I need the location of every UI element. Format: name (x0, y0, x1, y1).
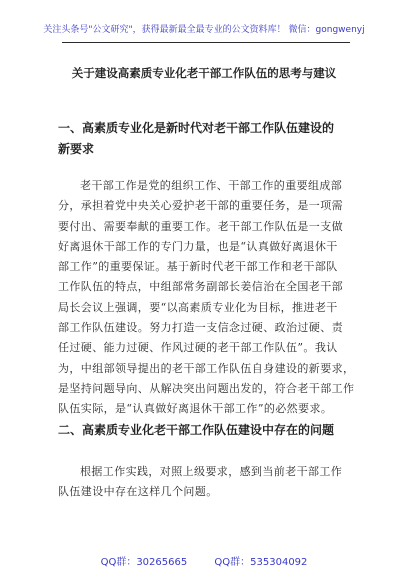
paragraph-line: 为，中组部领导提出的老干部工作队伍自身建设的新要求， (58, 361, 355, 375)
paragraph-line: 任过硬、能力过硬、作风过硬的老干部工作队伍”。我认 (58, 341, 338, 355)
section-1-heading (58, 118, 358, 160)
footer-qq-group-1: QQ群：30265665 (100, 557, 188, 568)
document-title: 关于建设高素质专业化老干部工作队伍的思考与建议 (71, 66, 337, 80)
paragraph-line: 要付出、需要奉献的重要工作。老干部工作队伍是一支做 (58, 219, 343, 233)
paragraph-line: 好离退休干部工作的专门力量，也是“认真做好离退休干 (58, 239, 338, 253)
paragraph-line: 队伍建设中存在这样几个问题。 (58, 485, 218, 499)
header-banner: 关注头条号"公文研究"，获得最新最全最专业的公文资料库！ 微信：gongwenyj (43, 25, 365, 35)
heading-line: 一、高素质专业化是新时代对老干部工作队伍建设的 (58, 121, 335, 135)
paragraph-line: 部工作队伍建设。努力打造一支信念过硬、政治过硬、责 (58, 321, 343, 335)
section-2-paragraph (58, 462, 358, 503)
paragraph-line: 局长会议上强调，要“以高素质专业化为目标，推进老干 (58, 300, 338, 314)
paragraph-line: 老干部工作是党的组织工作、干部工作的重要组成部 (80, 179, 343, 192)
footer-contact (0, 553, 408, 568)
paragraph-line: 部工作”的重要保证。基于新时代老干部工作和老干部队 (58, 260, 338, 274)
paragraph-line: 根据工作实践，对照上级要求，感到当前老干部工作 (80, 465, 343, 478)
heading-line: 新要求 (58, 142, 95, 156)
paragraph-line: 是坚持问题导向、从解决突出问题出发的，符合老干部工作 (58, 381, 355, 395)
paragraph-line: 队伍实际，是“认真做好离退休干部工作”的必然要求。 (58, 402, 333, 416)
paragraph-line: 工作队伍的特点，中组部常务副部长姜信治在全国老干部 (58, 280, 343, 294)
section-2-heading: 二、高素质专业化老干部工作队伍建设中存在的问题 (58, 423, 335, 437)
paragraph-line: 分，承担着党中央关心爱护老干部的重要任务，是一项需 (58, 199, 343, 213)
header-divider (62, 42, 350, 43)
section-1-paragraph (58, 176, 358, 420)
footer-qq-group-2: QQ群：535304092 (214, 557, 308, 568)
